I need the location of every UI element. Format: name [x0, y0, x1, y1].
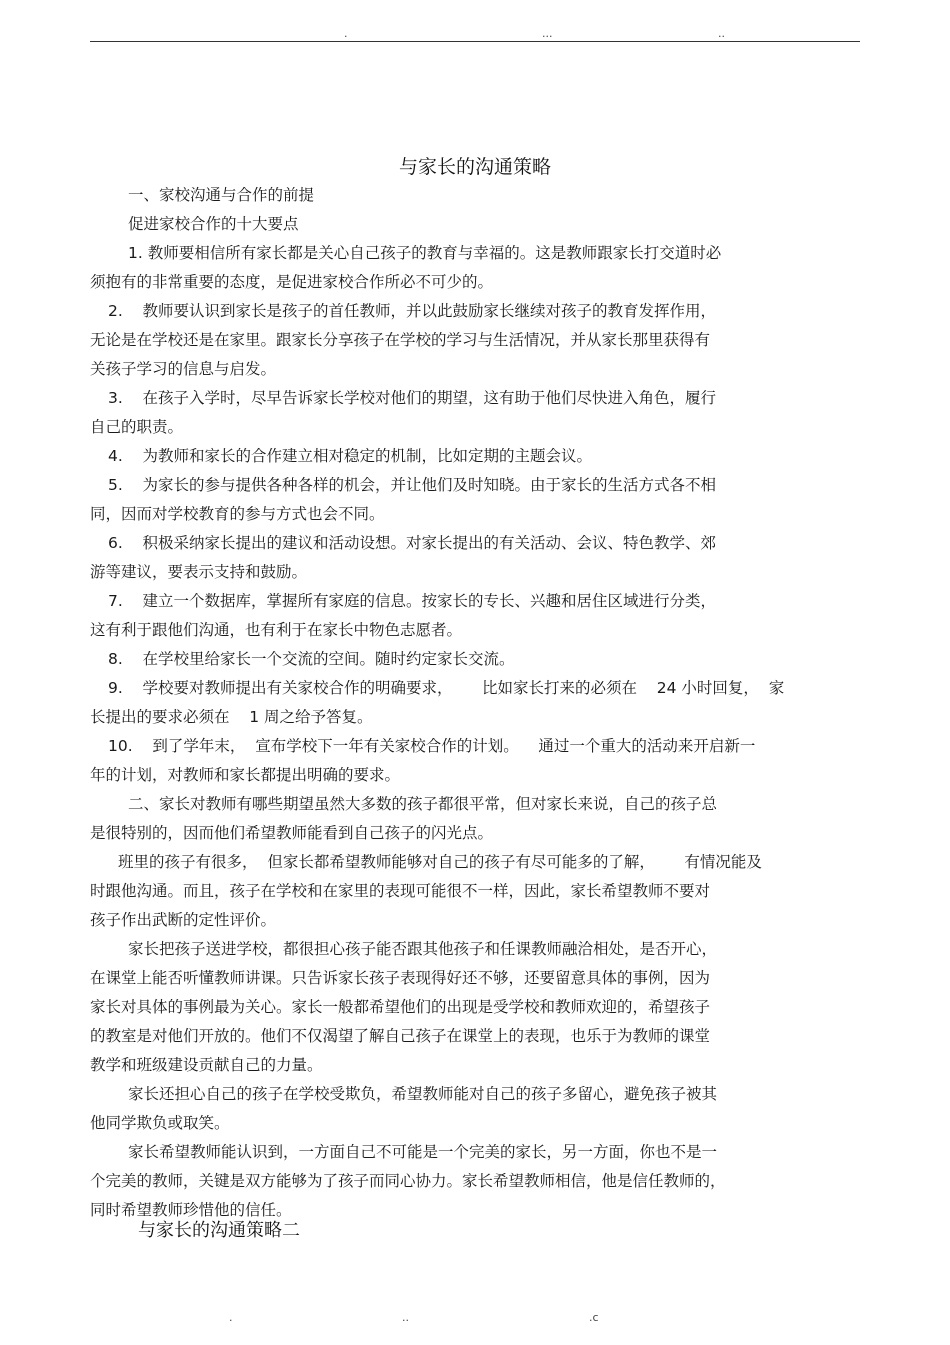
header-rule — [90, 41, 860, 42]
paragraph-line: 家长对具体的事例最为关心。家长一般都希望他们的出现是受学校和教师欢迎的，希望孩子 — [90, 998, 711, 1016]
header-mark-1: . — [344, 27, 348, 40]
paragraph-line: 班里的孩子有很多， 但家长都希望教师能够对自己的孩子有尽可能多的了解， 有情况能及 — [118, 853, 762, 871]
paragraph-line: 4. 为教师和家长的合作建立相对稳定的机制，比如定期的主题会议。 — [108, 447, 592, 465]
paragraph-line: 这有利于跟他们沟通，也有利于在家长中物色志愿者。 — [90, 621, 463, 639]
paragraph-line: 关孩子学习的信息与启发。 — [90, 360, 277, 378]
paragraph-line: 9. 学校要对教师提出有关家校合作的明确要求， 比如家长打来的必须在 24 小时回复， 家 — [108, 679, 785, 697]
paragraph-line: 二、家长对教师有哪些期望虽然大多数的孩子都很平常，但对家长来说，自己的孩子总 — [128, 795, 718, 813]
paragraph-line: 7. 建立一个数据库，掌握所有家庭的信息。按家长的专长、兴趣和居住区域进行分类， — [108, 592, 716, 610]
paragraph-line: 家长把孩子送进学校，都很担心孩子能否跟其他孩子和任课教师融洽相处，是否开心， — [128, 940, 718, 958]
document-title: 与家长的沟通策略 — [398, 156, 551, 178]
header-mark-3: .. — [718, 27, 725, 40]
paragraph-line: 1. 教师要相信所有家长都是关心自己孩子的教育与幸福的。这是教师跟家长打交道时必 — [128, 244, 722, 262]
paragraph-line: 他同学欺负或取笑。 — [90, 1114, 230, 1132]
footer-mark-1: . — [229, 1311, 233, 1324]
paragraph-line: 教学和班级建设贡献自己的力量。 — [90, 1056, 323, 1074]
paragraph-line: 个完美的教师，关键是双方能够为了孩子而同心协力。家长希望教师相信，他是信任教师的， — [90, 1172, 726, 1190]
paragraph-line: 8. 在学校里给家长一个交流的空间。随时约定家长交流。 — [108, 650, 515, 668]
paragraph-line: 5. 为家长的参与提供各种各样的机会，并让他们及时知晓。由于家长的生活方式各不相 — [108, 476, 716, 494]
paragraph-line: 孩子作出武断的定性评价。 — [90, 911, 277, 929]
paragraph-line: 2. 教师要认识到家长是孩子的首任教师，并以此鼓励家长继续对孩子的教育发挥作用， — [108, 302, 716, 320]
paragraph-line: 是很特别的，因而他们希望教师能看到自己孩子的闪光点。 — [90, 824, 494, 842]
paragraph-line: 同时希望教师珍惜他的信任。 — [90, 1201, 292, 1219]
footer-mark-2: .. — [402, 1311, 409, 1324]
paragraph-line: 自己的职责。 — [90, 418, 184, 436]
paragraph-line: 时跟他沟通。而且，孩子在学校和在家里的表现可能很不一样，因此，家长希望教师不要对 — [90, 882, 711, 900]
paragraph-line: 家长希望教师能认识到，一方面自己不可能是一个完美的家长，另一方面，你也不是一 — [128, 1143, 718, 1161]
paragraph-line: 无论是在学校还是在家里。跟家长分享孩子在学校的学习与生活情况，并从家长那里获得有 — [90, 331, 711, 349]
paragraph-line: 须抱有的非常重要的态度，是促进家校合作所必不可少的。 — [90, 273, 494, 291]
header-mark-2: ... — [542, 27, 553, 40]
paragraph-line: 同，因而对学校教育的参与方式也会不同。 — [90, 505, 385, 523]
footer-mark-3: .c — [589, 1311, 599, 1324]
paragraph-line: 3. 在孩子入学时，尽早告诉家长学校对他们的期望，这有助于他们尽快进入角色，履行 — [108, 389, 716, 407]
paragraph-line: 在课堂上能否听懂教师讲课。只告诉家长孩子表现得好还不够，还要留意具体的事例，因为 — [90, 969, 711, 987]
paragraph-line: 长提出的要求必须在 1 周之给予答复。 — [90, 708, 373, 726]
section-title: 与家长的沟通策略二 — [138, 1220, 300, 1241]
paragraph-line: 6. 积极采纳家长提出的建议和活动设想。对家长提出的有关活动、会议、特色教学、郊 — [108, 534, 716, 552]
paragraph-line: 家长还担心自己的孩子在学校受欺负，希望教师能对自己的孩子多留心，避免孩子被其 — [128, 1085, 718, 1103]
paragraph-line: 年的计划，对教师和家长都提出明确的要求。 — [90, 766, 401, 784]
paragraph-line: 的教室是对他们开放的。他们不仅渴望了解自己孩子在课堂上的表现，也乐于为教师的课堂 — [90, 1027, 711, 1045]
paragraph-line: 10. 到了学年末， 宣布学校下一年有关家校合作的计划。 通过一个重大的活动来开启新一 — [108, 737, 756, 755]
paragraph-line: 游等建议，要表示支持和鼓励。 — [90, 563, 308, 581]
paragraph-line: 一、家校沟通与合作的前提 — [128, 186, 315, 204]
paragraph-line: 促进家校合作的十大要点 — [128, 215, 299, 233]
